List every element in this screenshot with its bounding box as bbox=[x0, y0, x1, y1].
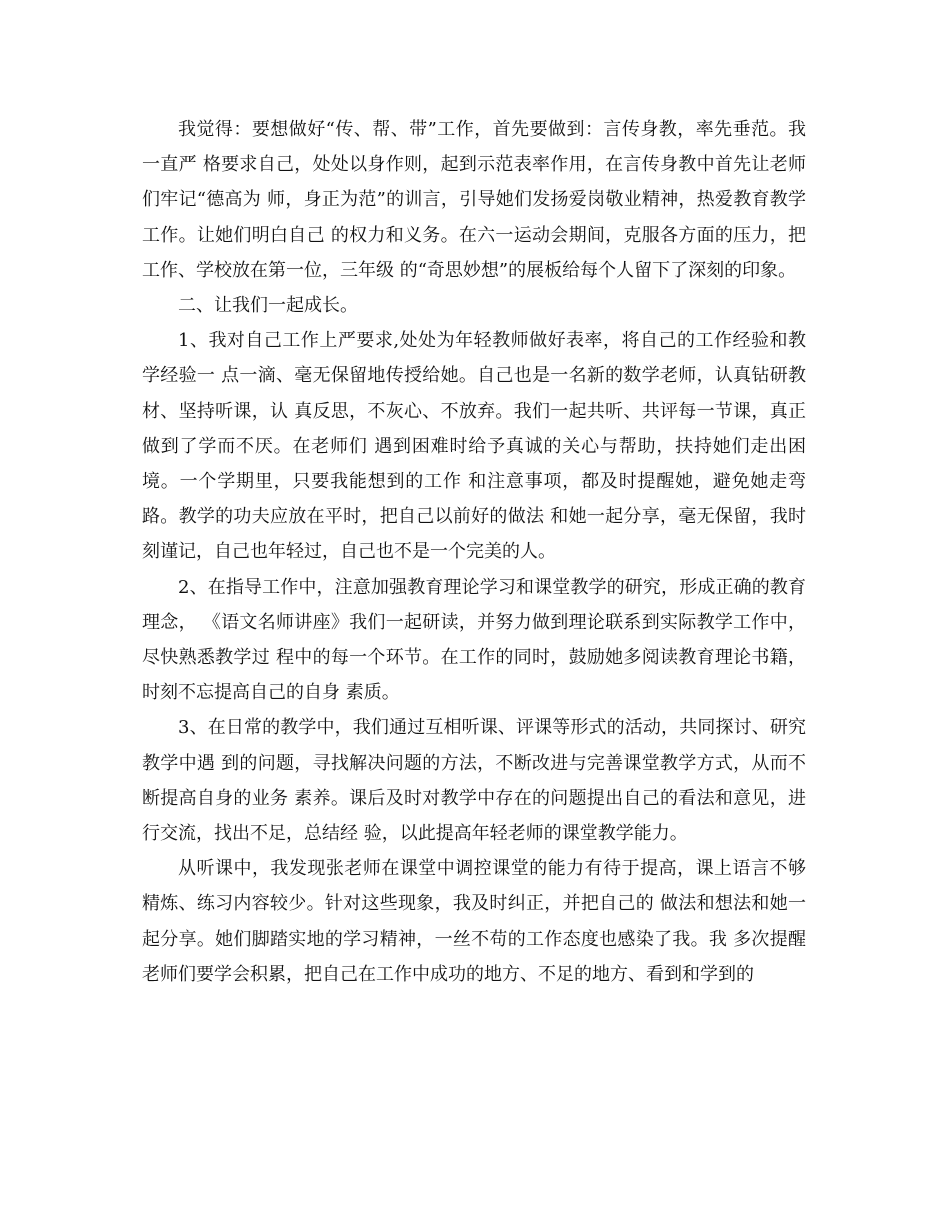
document-body bbox=[142, 112, 806, 992]
paragraph-point-1: 1、我对自己工作上严要求,处处为年轻教师做好表率，将自己的工作经验和教学经验一 点一滴、毫无保留地传授给她。自己也是一名新的数学老师，认真钻研教材、坚持听课，认 真反思，不灰心、不放弃。我们一起共听、共评每一节课，真正做到了学而不厌。在老师们 遇到困难时给予真诚的关心与帮助，扶持她们走出困境。一个学期里，只要我能想到的工作 和注意事项，都及时提醒她，避免她走弯路。教学的功夫应放在平时，把自己以前好的做法 和她一起分享，毫无保留，我时刻谨记，自己也年轻过，自己也不是一个完美的人。 bbox=[142, 330, 806, 563]
paragraph-point-2: 2、在指导工作中，注意加强教育理论学习和课堂教学的研究，形成正确的教育理念， 《语文名师讲座》我们一起研读，并努力做到理论联系到实际教学工作中，尽快熟悉教学过 程中的每一个环节。在工作的同时，鼓励她多阅读教育理论书籍，时刻不忘提高自己的自身 素质。 bbox=[142, 576, 806, 704]
paragraph-point-3: 3、在日常的教学中，我们通过互相听课、评课等形式的活动，共同探讨、研究教学中遇 到的问题，寻找解决问题的方法，不断改进与完善课堂教学方式，从而不断提高自身的业务 素养。课后及时对教学中存在的问题提出自己的看法和意见，进行交流，找出不足，总结经 验，以此提高年轻老师的课堂教学能力。 bbox=[142, 717, 806, 845]
paragraph-intro: 我觉得：要想做好“传、帮、带”工作，首先要做到：言传身教，率先垂范。我一直严 格要求自己，处处以身作则，起到示范表率作用，在言传身教中首先让老师们牢记“德高为 师，身正为范”的训言，引导她们发扬爱岗敬业精神，热爱教育教学工作。让她们明白自己 的权力和义务。在六一运动会期间，克服各方面的压力，把工作、学校放在第一位，三年级 的“奇思妙想”的展板给每个人留下了深刻的印象。 bbox=[142, 119, 806, 281]
section-heading-grow-together: 二、让我们一起成长。 bbox=[178, 295, 358, 317]
paragraph-observation: 从听课中，我发现张老师在课堂中调控课堂的能力有待于提高，课上语言不够精炼、练习内容较少。针对这些现象，我及时纠正，并把自己的 做法和想法和她一起分享。她们脚踏实地的学习精神，一丝不苟的工作态度也感染了我。我 多次提醒老师们要学会积累，把自己在工作中成功的地方、不足的地方、看到和学到的 bbox=[142, 858, 806, 985]
